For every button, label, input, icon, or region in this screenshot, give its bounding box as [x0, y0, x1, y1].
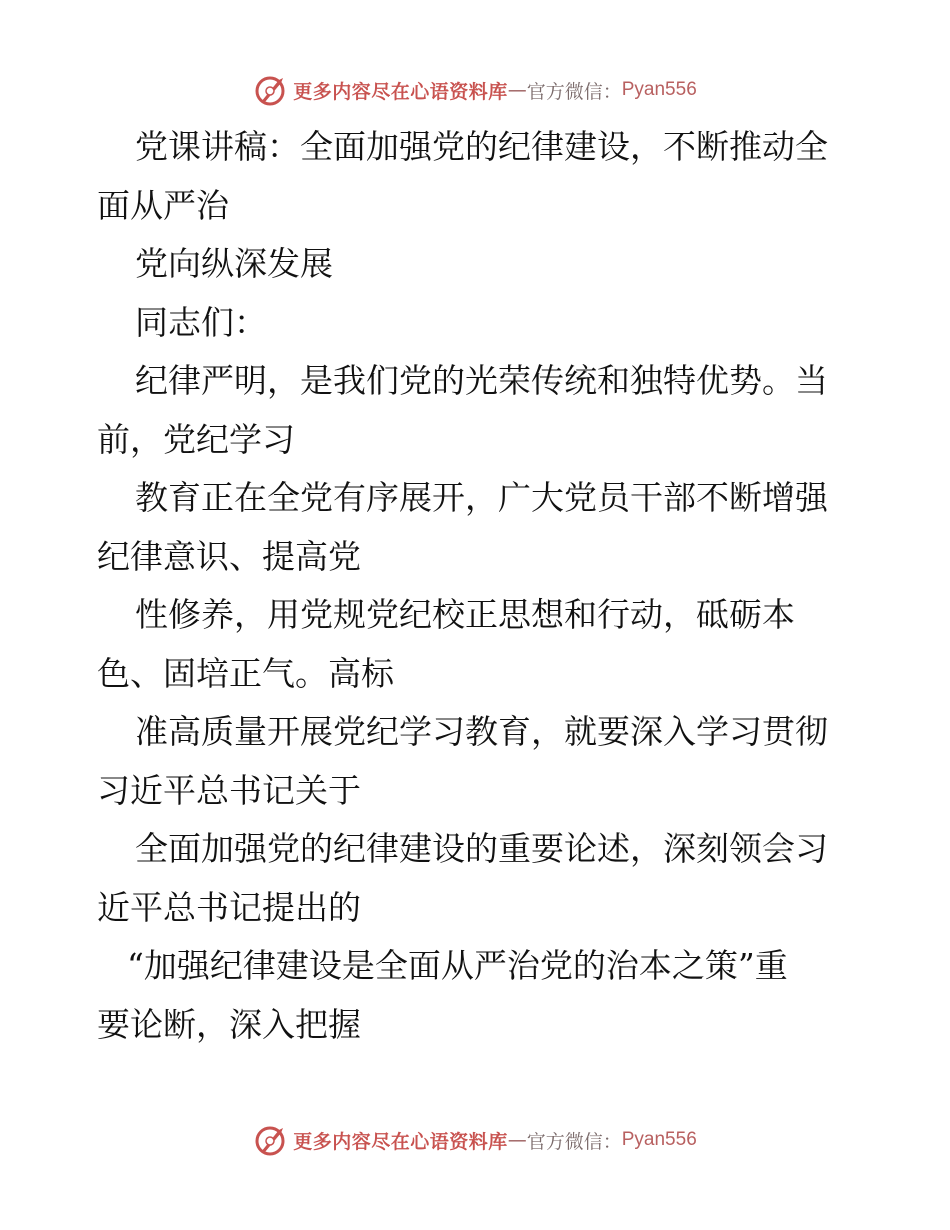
- watermark-separator: —: [507, 79, 527, 101]
- document-title-line-2: 面从严治: [97, 185, 229, 225]
- paragraph-line: 习近平总书记关于: [97, 770, 361, 810]
- watermark-wechat-id: Pyan556: [621, 1129, 697, 1150]
- document-title-line-1: 党课讲稿：全面加强党的纪律建设，不断推动全: [135, 127, 828, 166]
- salutation: 同志们：: [135, 302, 267, 342]
- paragraph-line: 全面加强党的纪律建设的重要论述，深刻领会习: [135, 829, 828, 868]
- quill-circle-logo-icon: [253, 1122, 289, 1158]
- quill-circle-logo-icon: [253, 72, 289, 108]
- paragraph-line: 性修养，用党规党纪校正思想和行动，砥砺本: [135, 595, 795, 634]
- document-title-line-3: 党向纵深发展: [135, 244, 333, 283]
- document-body: [97, 118, 857, 1054]
- paragraph-line: 前，党纪学习: [97, 419, 295, 459]
- paragraph-line: 纪律严明，是我们党的光荣传统和独特优势。当: [135, 361, 828, 400]
- paragraph-line: “加强纪律建设是全面从严治党的治本之策”重: [127, 946, 788, 985]
- watermark-promo-text: 更多内容尽在心语资料库: [293, 80, 508, 103]
- watermark-wechat-label: 官方微信：: [526, 1130, 622, 1153]
- header-watermark: [0, 70, 950, 110]
- paragraph-line: 准高质量开展党纪学习教育，就要深入学习贯彻: [135, 712, 828, 751]
- paragraph-line: 教育正在全党有序展开，广大党员干部不断增强: [135, 478, 828, 517]
- footer-watermark: [0, 1120, 950, 1160]
- watermark-wechat-label: 官方微信：: [526, 80, 622, 103]
- paragraph-line: 色、固培正气。高标: [97, 653, 394, 693]
- paragraph-line: 纪律意识、提高党: [97, 536, 361, 576]
- watermark-wechat-id: Pyan556: [621, 79, 697, 100]
- paragraph-line: 近平总书记提出的: [97, 887, 361, 927]
- watermark-promo-text: 更多内容尽在心语资料库: [293, 1130, 508, 1153]
- watermark-separator: —: [507, 1129, 527, 1151]
- paragraph-line: 要论断，深入把握: [97, 1004, 361, 1044]
